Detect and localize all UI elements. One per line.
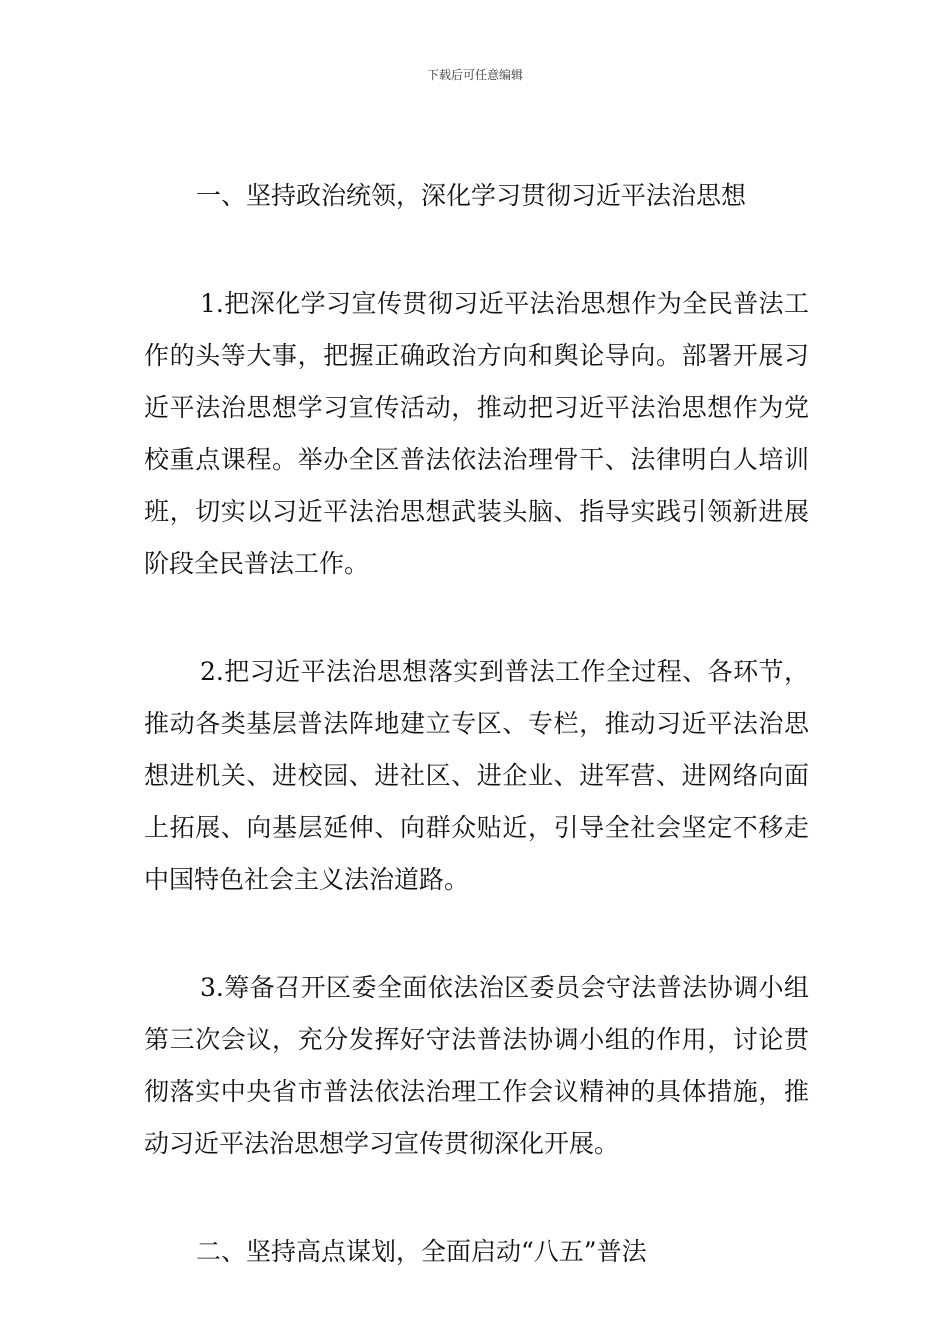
paragraph-3: 3.筹备召开区委全面依法治区委员会守法普法协调小组第三次会议，充分发挥好守法普法协调小组的作用，讨论贯彻落实中央省市普法依法治理工作会议精神的具体措施，推动习近平法治思想学习宣传贯彻深化开展。 [144,973,809,1158]
header-note: 下载后可任意编辑 [426,68,523,82]
document-body [144,170,809,1278]
section-heading-2: 二、坚持高点谋划，全面启动“八五”普法 [196,1237,647,1266]
paragraph-1: 1.把深化学习宣传贯彻习近平法治思想作为全民普法工作的头等大事，把握正确政治方向和舆论导向。部署开展习近平法治思想学习宣传活动，推动把习近平法治思想作为党校重点课程。举办全区普法依法治理骨干、法律明白人培训班，切实以习近平法治思想武装头脑、指导实践引领新进展阶段全民普法工作。 [144,289,809,578]
section-heading-1: 一、坚持政治统领，深化学习贯彻习近平法治思想 [196,181,747,210]
paragraph-2: 2.把习近平法治思想落实到普法工作全过程、各环节，推动各类基层普法阵地建立专区、专栏，推动习近平法治思想进机关、进校园、进社区、进企业、进军营、进网络向面上拓展、向基层延伸、向群众贴近，引导全社会坚定不移走中国特色社会主义法治道路。 [144,657,809,894]
